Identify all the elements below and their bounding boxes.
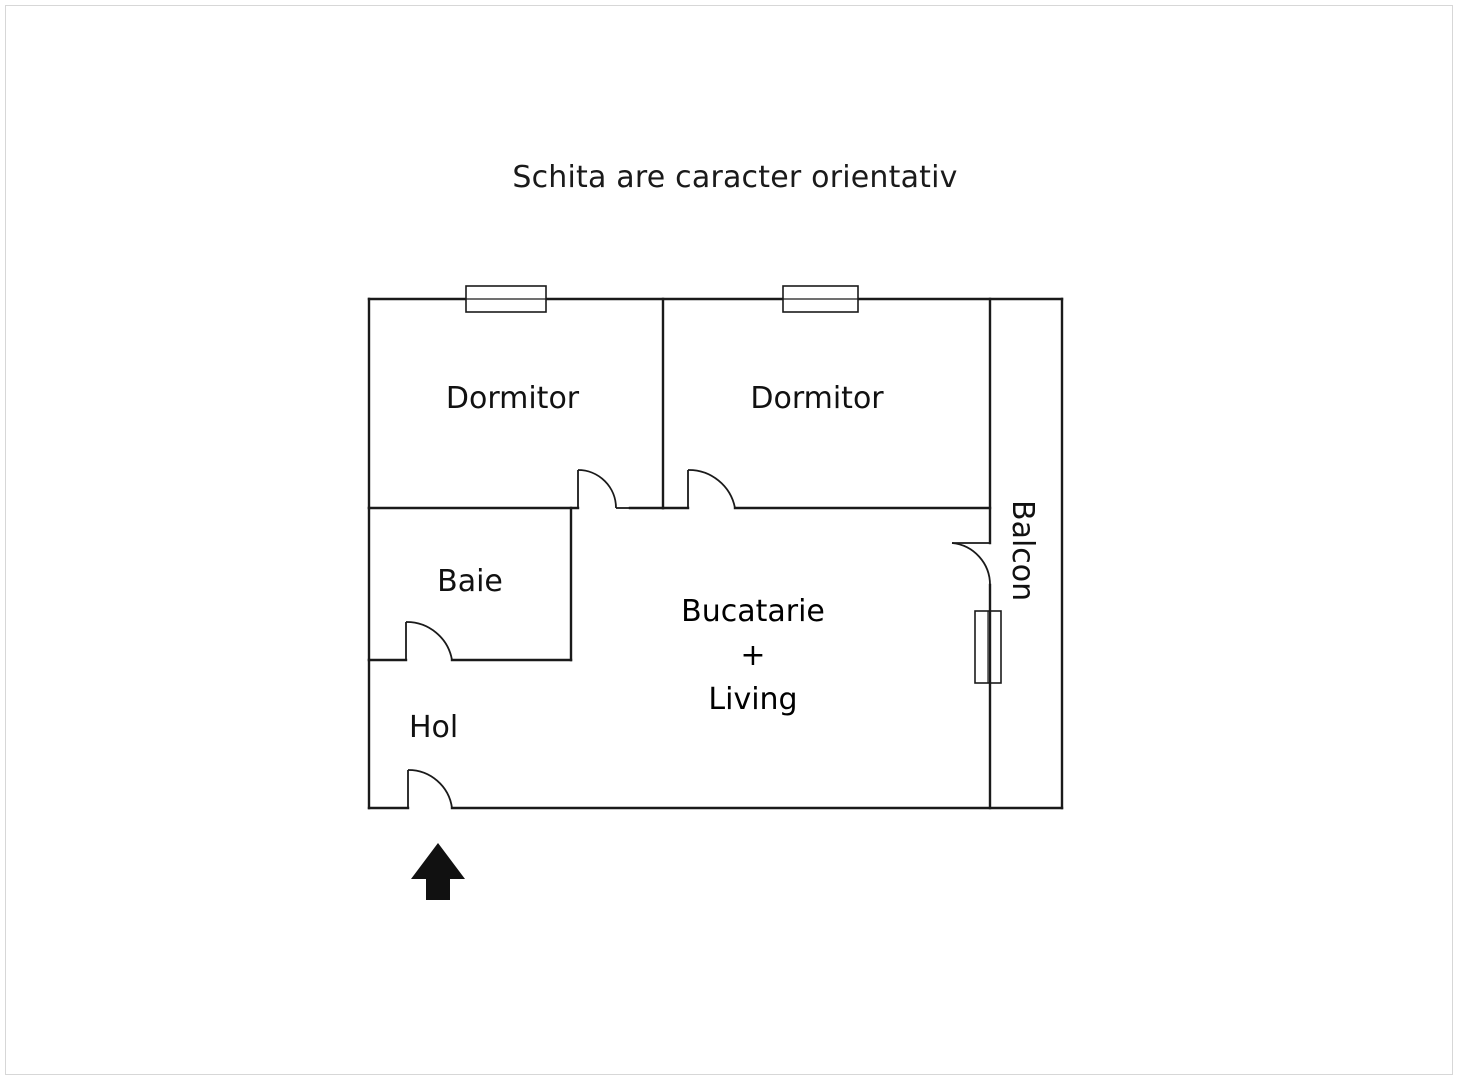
- room-label-hol: Hol: [409, 710, 459, 745]
- room-label-balcon: Balcon: [1005, 500, 1040, 602]
- room-label-bucatarie-living: [608, 590, 898, 722]
- interior-walls: [369, 299, 990, 808]
- living-line: Living: [708, 682, 798, 717]
- balcony-window-icon: [975, 611, 1001, 683]
- page-title: Schita are caracter orientativ: [512, 160, 958, 195]
- plus-sign: +: [740, 638, 766, 673]
- entrance-arrow-icon: [411, 843, 465, 900]
- room-label-dormitor-right: Dormitor: [750, 381, 884, 416]
- room-label-baie: Baie: [437, 564, 503, 599]
- outer-walls: [369, 299, 1062, 808]
- room-label-dormitor-left: Dormitor: [445, 381, 580, 416]
- bucatarie-line: Bucatarie: [681, 594, 825, 629]
